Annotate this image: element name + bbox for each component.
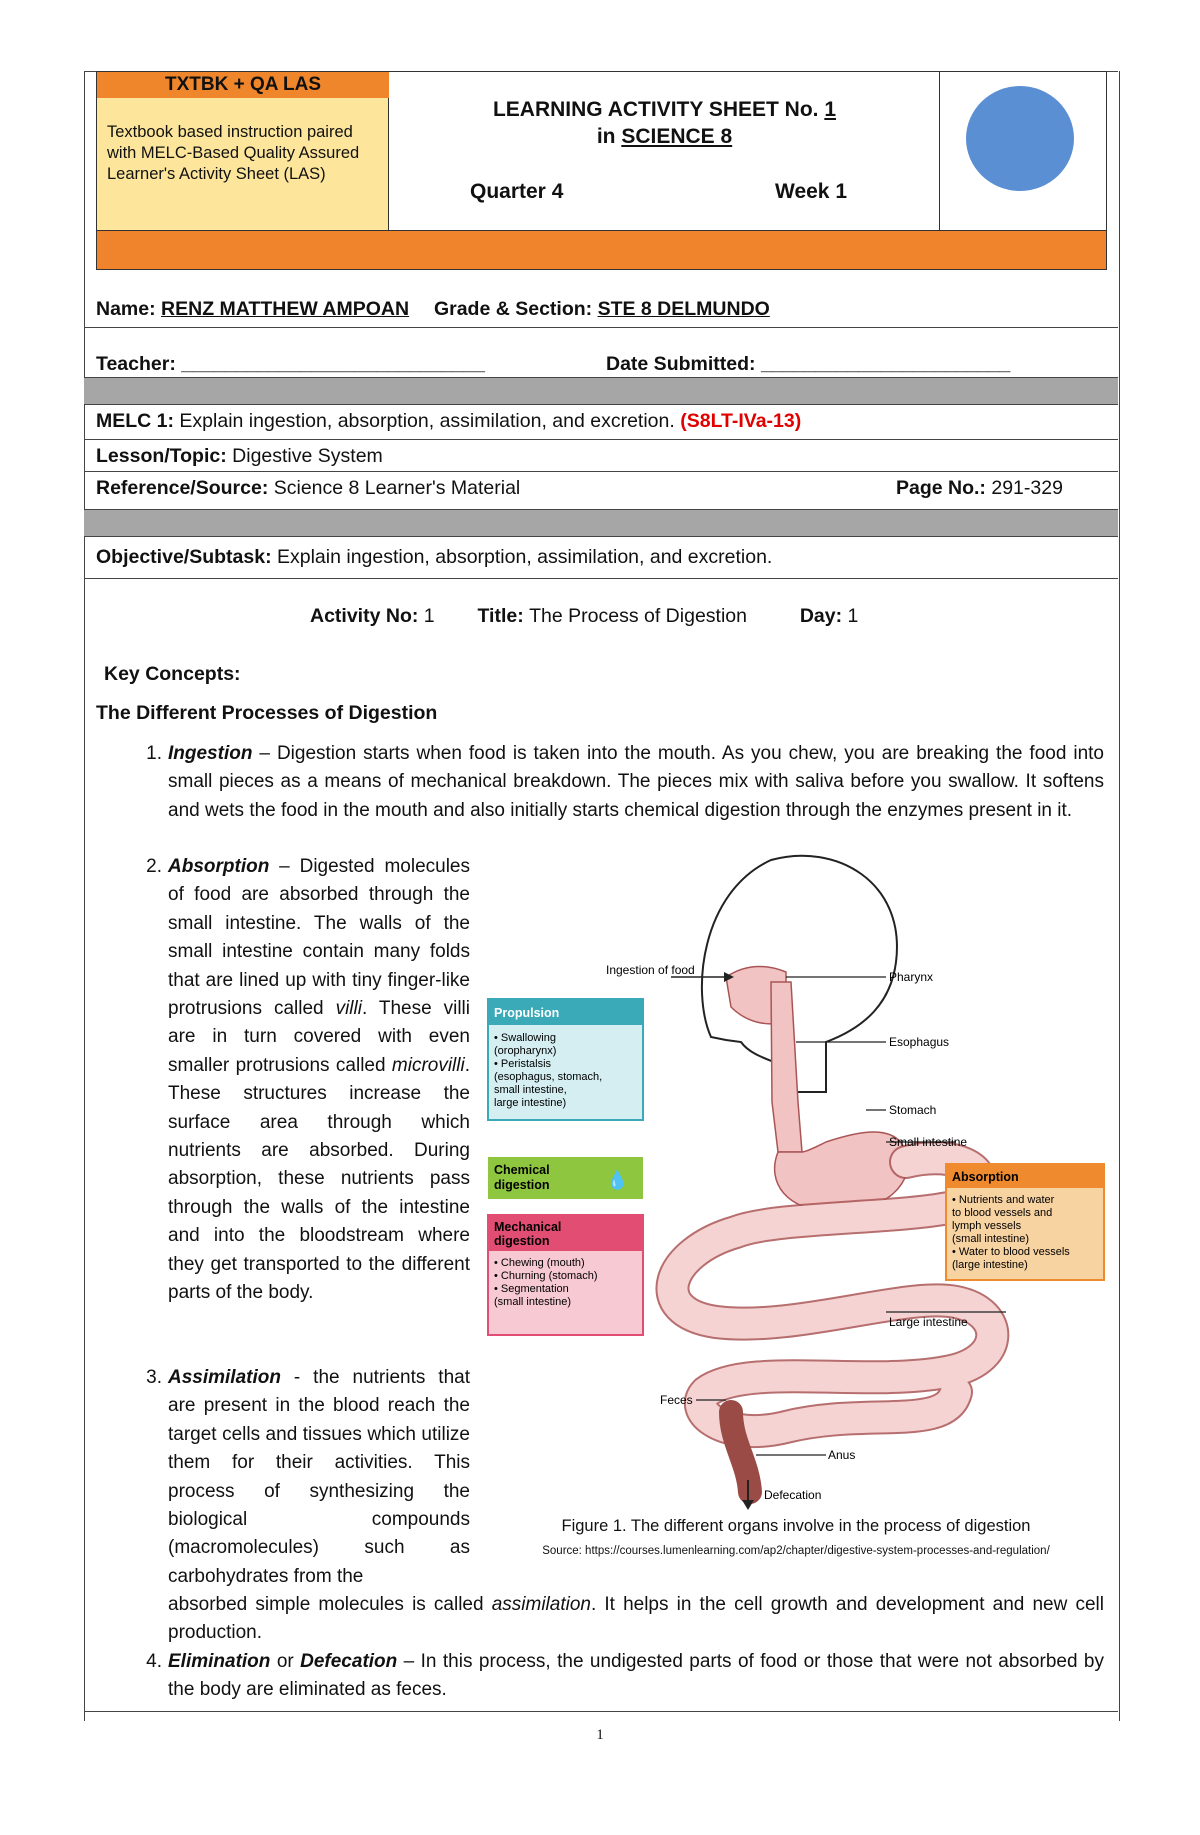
- propulsion-line: (oropharynx): [494, 1045, 557, 1057]
- page-no: Page No.: 291-329: [896, 477, 1063, 499]
- propulsion-line: • Peristalsis: [494, 1058, 552, 1070]
- absorption-line: • Nutrients and water: [952, 1194, 1055, 1206]
- week: Week 1: [775, 180, 847, 203]
- divider: [84, 327, 1118, 328]
- divider: [84, 578, 1118, 579]
- section-title: The Different Processes of Digestion: [96, 702, 438, 724]
- melc-code: (S8LT-IVa-13): [680, 410, 802, 432]
- teacher-row: Teacher: ____________________________: [96, 353, 485, 375]
- divider: [84, 439, 1118, 440]
- txtbk-description: Textbook based instruction paired with MELC-Based Quality Assured Learner's Activity Sheet (LAS): [97, 98, 389, 230]
- list-item-elimination: 4. Elimination or Defecation – In this process, the undigested parts of food or those that were not absorbed by the body are eliminated as feces.: [146, 1651, 1104, 1701]
- activity-row: Activity No: 1 Title: The Process of Digestion Day: 1: [310, 605, 859, 627]
- subject-line: in SCIENCE 8: [596, 125, 733, 148]
- mechanical-line: • Churning (stomach): [494, 1270, 598, 1282]
- mechanical-line: • Segmentation: [494, 1283, 569, 1295]
- txtbk-tag: TXTBK + QA LAS: [97, 72, 389, 99]
- propulsion-line: • Swallowing: [494, 1032, 556, 1044]
- propulsion-line: small intestine,: [494, 1084, 567, 1096]
- gray-band: [84, 509, 1118, 537]
- school-logo-circle: [966, 86, 1074, 191]
- digestion-figure: [486, 852, 1106, 1512]
- quarter: Quarter 4: [470, 180, 564, 203]
- defecation-label: Defecation: [764, 1488, 822, 1502]
- reference-row: Reference/Source: Science 8 Learner's Material: [96, 477, 521, 499]
- propulsion-title: Propulsion: [494, 1006, 560, 1020]
- ingestion-label: Ingestion of food: [606, 963, 695, 977]
- date-row: Date Submitted: _______________________: [606, 353, 1011, 375]
- mechanical-line: (small intestine): [494, 1296, 572, 1308]
- list-item-ingestion: 1. Ingestion – Digestion starts when food is taken into the mouth. As you chew, you are breaking the food into small pieces as a means of mechanical breakdown. The pieces mix with saliva before you swallow. It softens and wets the food in the mouth and also initially starts chemical digestion through the enzymes present in it.: [146, 743, 1104, 821]
- figure-caption: Figure 1. The different organs involve in the process of digestion: [561, 1517, 1031, 1535]
- sheet-number: 1: [824, 98, 837, 121]
- mechanical-title-2: digestion: [494, 1234, 550, 1248]
- list-item-assimilation: 3. Assimilation - the nutrients that are present in the blood reach the target cells and tissues which utilize them for their activities. This process of synthesizing the biological compounds (macromolecules) such as carbohydrates from the: [146, 1367, 470, 1587]
- feces-label: Feces: [660, 1393, 693, 1407]
- chemical-title-1: Chemical: [494, 1163, 550, 1177]
- student-name: RENZ MATTHEW AMPOAN: [161, 298, 410, 320]
- objective-row: Objective/Subtask: Explain ingestion, absorption, assimilation, and excretion.: [96, 546, 773, 568]
- orange-band: [97, 230, 1106, 269]
- esophagus-label: Esophagus: [889, 1035, 950, 1049]
- teacher-blank: ____________________________: [181, 353, 485, 375]
- digestive-system-diagram: [486, 852, 1106, 1512]
- subject: SCIENCE 8: [621, 125, 733, 148]
- pharynx-label: Pharynx: [889, 970, 934, 984]
- list-item-absorption: 2. Absorption – Digested molecules of food are absorbed through the small intestine. The walls of the small intestine contain many folds that are lined up with tiny finger-like protrusions called villi. These villi are in turn covered with even smaller protrusions called microvilli. These structures increase the surface area through which nutrients are absorbed. During absorption, these nutrients pass through the walls of the intestine and into the bloodstream where they get transported to the different parts of the body.: [146, 856, 470, 1304]
- figure-source: Source: https://courses.lumenlearning.com/ap2/chapter/digestive-system-processes-and-regulation/: [542, 1545, 1050, 1557]
- absorption-line: • Water to blood vessels: [952, 1246, 1070, 1258]
- droplet-icon: 💧: [606, 1170, 629, 1191]
- key-concepts-heading: Key Concepts:: [104, 663, 241, 685]
- propulsion-line: large intestine): [494, 1097, 567, 1109]
- esophagus: [771, 982, 802, 1152]
- mechanical-title-1: Mechanical: [494, 1220, 562, 1234]
- absorption-line: lymph vessels: [952, 1220, 1022, 1232]
- chemical-title-2: digestion: [494, 1178, 550, 1192]
- page-number: 1: [596, 1727, 604, 1743]
- bottom-border: [84, 1711, 1118, 1712]
- defecation-arrowhead: [742, 1500, 754, 1510]
- gray-band: [84, 377, 1118, 405]
- absorption-line: (small intestine): [952, 1233, 1030, 1245]
- large-intestine-label: Large intestine: [889, 1315, 968, 1329]
- absorption-title: Absorption: [952, 1170, 1019, 1184]
- grade-section: STE 8 DELMUNDO: [597, 298, 770, 320]
- name-row: Name: RENZ MATTHEW AMPOAN Grade & Section: STE 8 DELMUNDO: [96, 298, 770, 320]
- sheet-title: LEARNING ACTIVITY SHEET No. 1: [492, 98, 837, 121]
- melc-row: MELC 1: Explain ingestion, absorption, assimilation, and excretion. (S8LT-IVa-13): [96, 410, 802, 432]
- anus-label: Anus: [828, 1448, 856, 1462]
- propulsion-line: (esophagus, stomach,: [494, 1071, 603, 1083]
- lesson-row: Lesson/Topic: Digestive System: [96, 445, 383, 467]
- stomach-label: Stomach: [889, 1103, 937, 1117]
- mechanical-line: • Chewing (mouth): [494, 1257, 585, 1269]
- date-blank: _______________________: [760, 353, 1011, 375]
- sheet-title-cell: [389, 72, 940, 230]
- small-intestine-label: Small intestine: [889, 1135, 968, 1149]
- list-item-assimilation-cont: absorbed simple molecules is called assimilation. It helps in the cell growth and development and new cell production.: [168, 1594, 1104, 1644]
- absorption-line: to blood vessels and: [952, 1207, 1053, 1219]
- absorption-line: (large intestine): [952, 1259, 1028, 1271]
- divider: [84, 471, 1118, 472]
